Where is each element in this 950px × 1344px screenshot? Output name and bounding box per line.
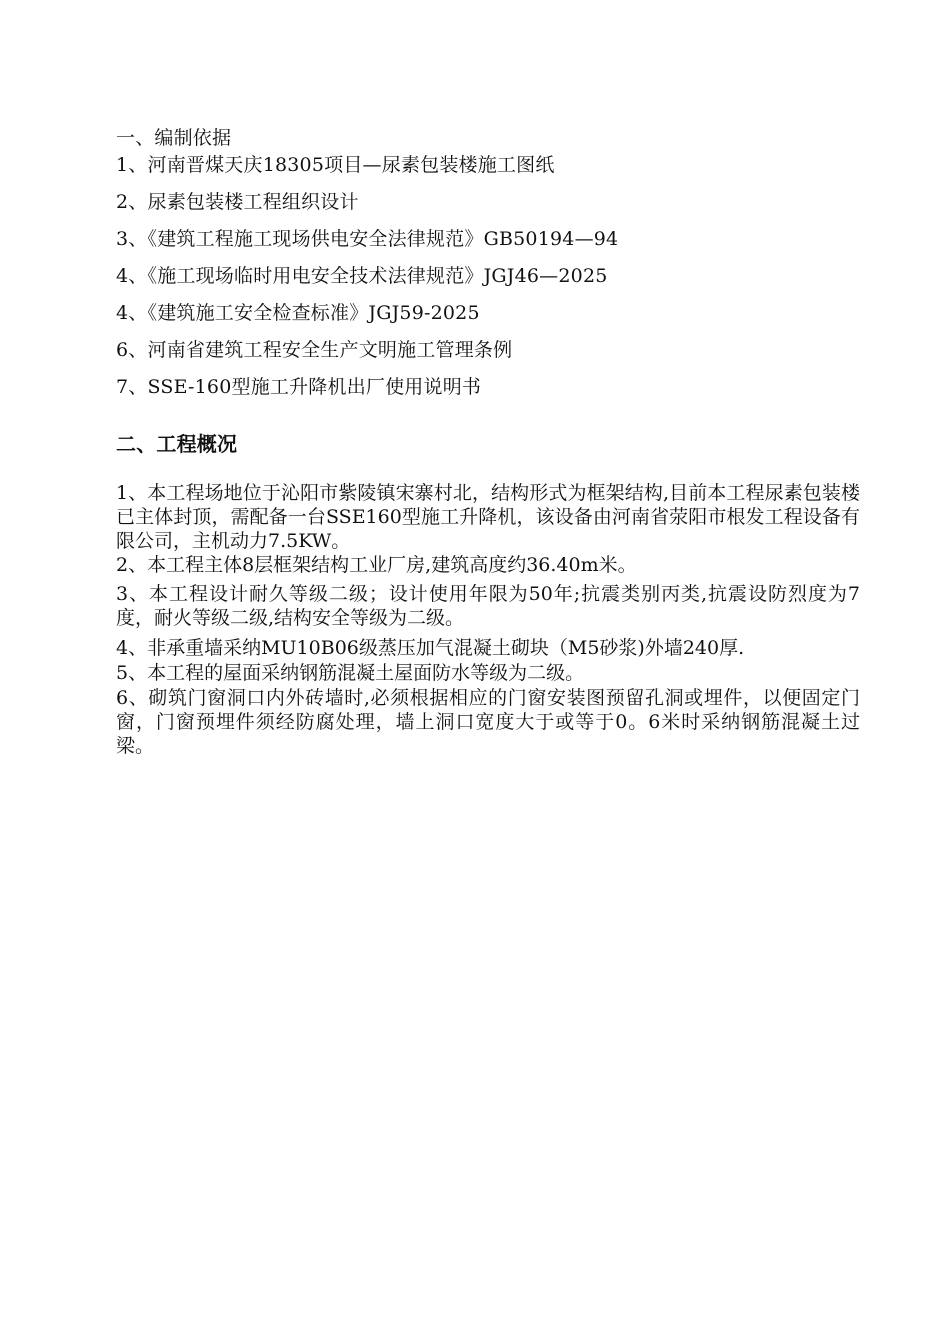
basis-item-1: 1、河南晋煤天庆18305项目—尿素包装楼施工图纸 bbox=[116, 154, 555, 176]
basis-item-7: 7、SSE-160型施工升降机出厂使用说明书 bbox=[116, 376, 482, 398]
overview-paragraph-6: 6、砌筑门窗洞口内外砖墙时,必须根据相应的门窗安装图预留孔洞或埋件，以便固定门窗，门窗预埋件须经防腐处理，墙上洞口宽度大于或等于0。6米时采纳钢筋混凝土过梁。 bbox=[116, 687, 860, 757]
overview-paragraph-3: 3、本工程设计耐久等级二级；设计使用年限为50年;抗震类别丙类,抗震设防烈度为7度，耐火等级二级,结构安全等级为二级。 bbox=[116, 583, 860, 629]
section-heading-overview: 二、工程概况 bbox=[116, 432, 238, 456]
basis-item-3: 3、《建筑工程施工现场供电安全法律规范》GB50194—94 bbox=[116, 228, 619, 250]
basis-item-2: 2、尿素包装楼工程组织设计 bbox=[116, 191, 359, 213]
overview-paragraph-1: 1、本工程场地位于沁阳市紫陵镇宋寨村北，结构形式为框架结构,目前本工程尿素包装楼已主体封顶，需配备一台SSE160型施工升降机，该设备由河南省荥阳市根发工程设备有限公司，主机动力7.5KW。 bbox=[116, 482, 860, 552]
section-heading-basis: 一、编制依据 bbox=[116, 127, 232, 149]
overview-paragraph-5: 5、本工程的屋面采纳钢筋混凝土屋面防水等级为二级。 bbox=[116, 662, 585, 684]
overview-paragraph-4: 4、非承重墙采纳MU10B06级蒸压加气混凝土砌块（M5砂浆)外墙240厚. bbox=[116, 637, 745, 659]
basis-item-6: 6、河南省建筑工程安全生产文明施工管理条例 bbox=[116, 339, 513, 361]
basis-item-5: 4、《建筑施工安全检查标准》JGJ59-2025 bbox=[116, 302, 480, 324]
overview-paragraph-2: 2、本工程主体8层框架结构工业厂房,建筑高度约36.40m米。 bbox=[116, 554, 637, 576]
basis-item-4: 4、《施工现场临时用电安全技术法律规范》JGJ46—2025 bbox=[116, 265, 608, 287]
